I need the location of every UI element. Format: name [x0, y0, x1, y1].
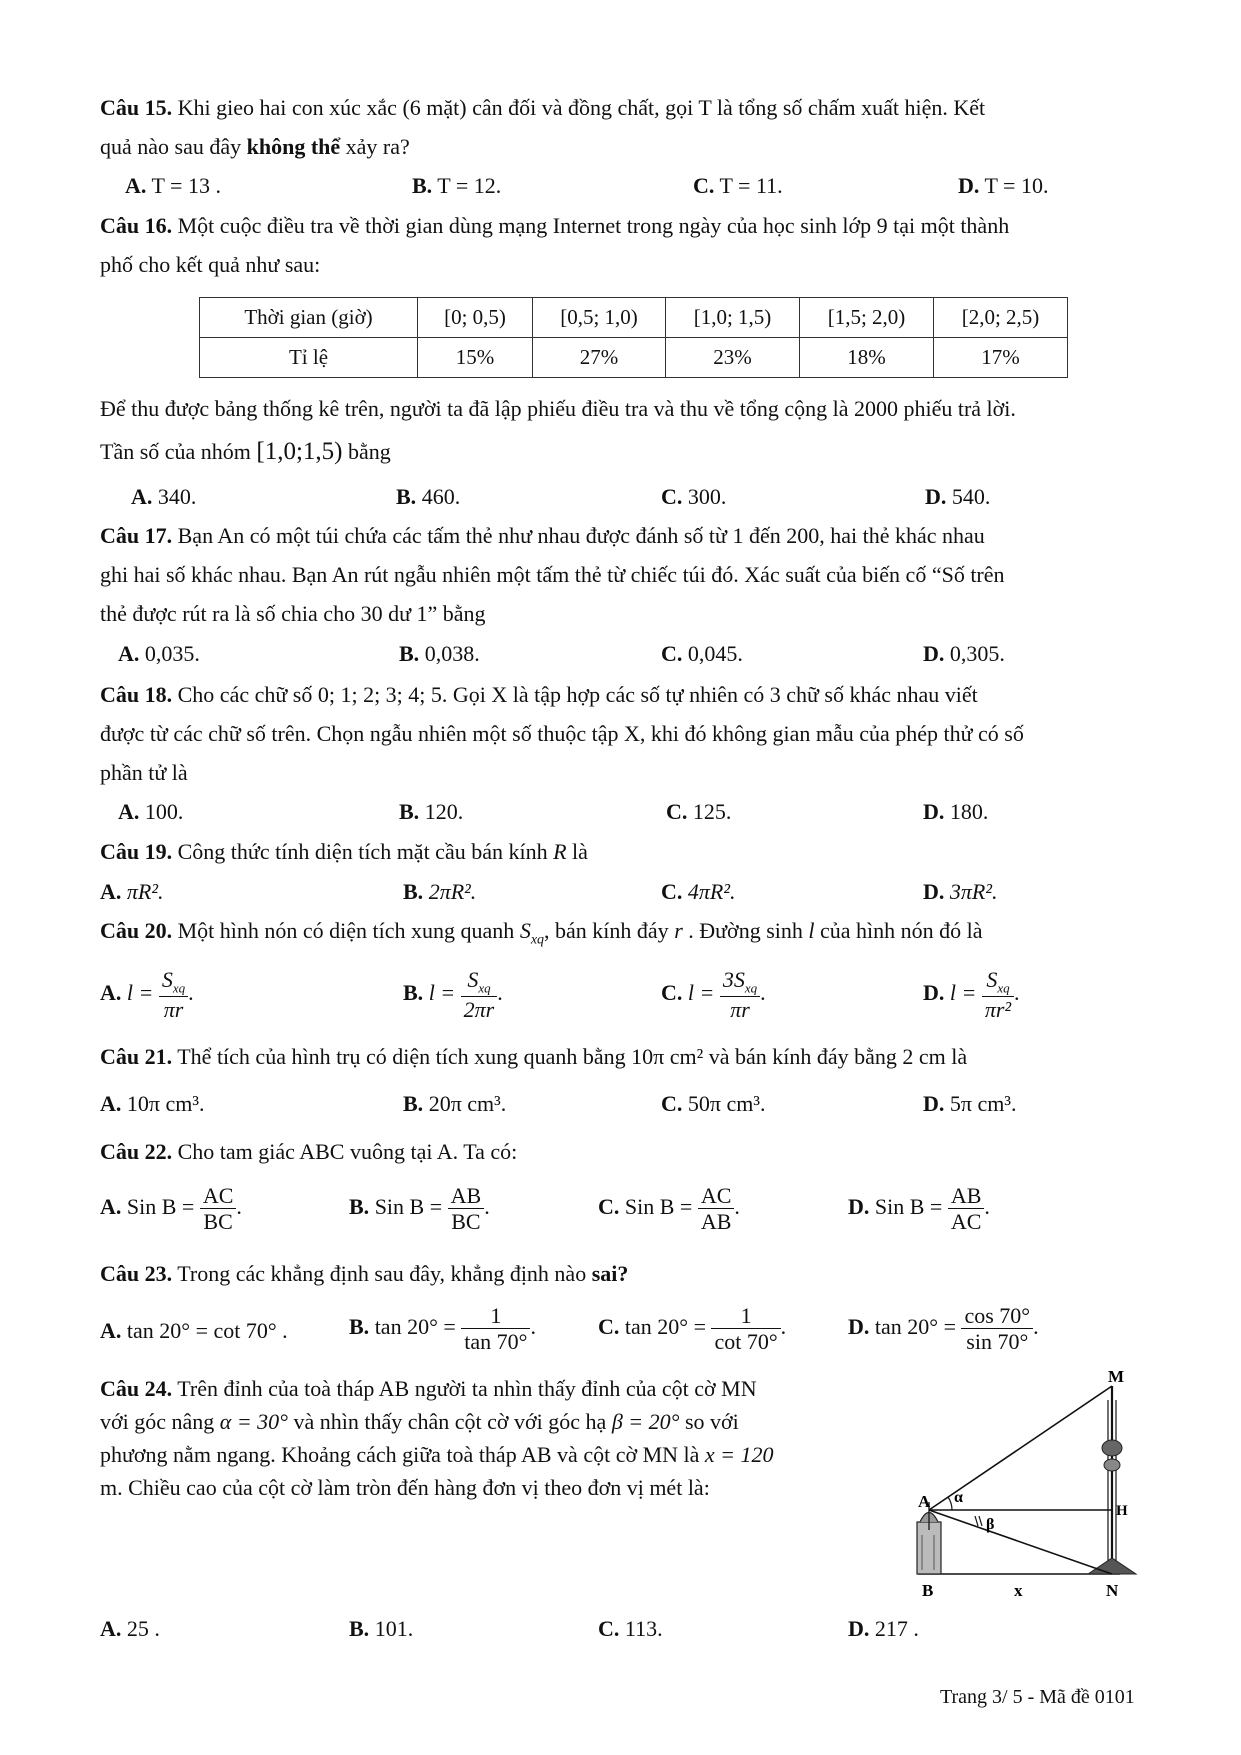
table-cell: 15%	[418, 338, 533, 378]
q23-option-c: C. tan 20° = $\frac{1}{\cot 70^\circ}$ .	[598, 1303, 787, 1355]
sight-line-an	[929, 1510, 1112, 1574]
q16-option-c: C. 300.	[661, 484, 727, 509]
label-beta: β	[986, 1516, 995, 1533]
q15-line2: quả nào sau đây không thể xảy ra?	[100, 134, 410, 159]
q24-line2: với góc nâng α = 30° và nhìn thấy chân cột cờ với góc hạ β = 20° so với	[100, 1409, 739, 1434]
q19-option-c: C. 4πR².	[661, 879, 736, 904]
q20-option-b: B. l = $\frac{S_{xq}}{2\pi r}$ .	[403, 967, 503, 1023]
q19-option-b: B. 2πR².	[403, 879, 477, 904]
q16-line3: Để thu được bảng thống kê trên, người ta đã lập phiếu điều tra và thu về tổng cộng là 2000 phiếu trả lời.	[100, 396, 1016, 421]
label-a: A	[918, 1492, 931, 1511]
q19-line1: Câu 19. Công thức tính diện tích mặt cầu bán kính R là	[100, 839, 588, 864]
label-n: N	[1106, 1581, 1119, 1600]
q17-option-d: D. 0,305.	[923, 641, 1005, 666]
q16-option-b: B. 460.	[396, 484, 461, 509]
q16-line2: phố cho kết quả như sau:	[100, 252, 321, 277]
beta-mark	[979, 1516, 982, 1526]
tower-flagpole-figure	[900, 1370, 1140, 1605]
table-header-cell: [1,5; 2,0)	[800, 298, 934, 338]
table-header-cell: [1,0; 1,5)	[666, 298, 800, 338]
flagpole-mn	[1088, 1386, 1136, 1574]
q23-line1: Câu 23. Trong các khẳng định sau đây, khẳng định nào sai?	[100, 1261, 629, 1286]
q18-line1: Câu 18. Cho các chữ số 0; 1; 2; 3; 4; 5. Gọi X là tập hợp các số tự nhiên có 3 chữ số khác nhau viết	[100, 682, 978, 707]
q16-option-a: A. 340.	[131, 484, 197, 509]
q15-option-d: D. T = 10.	[958, 173, 1049, 198]
q23-option-d: D. tan 20° = $\frac{\cos 70^\circ}{\sin 70^\circ}$ .	[848, 1303, 1039, 1355]
q24-option-c: C. 113.	[598, 1616, 663, 1641]
q15-option-c: C. T = 11.	[693, 173, 783, 198]
q21-option-b: B. 20π cm³.	[403, 1091, 507, 1116]
q18-line3: phần tử là	[100, 760, 188, 785]
table-header-cell: [0,5; 1,0)	[533, 298, 666, 338]
q16-option-d: D. 540.	[925, 484, 991, 509]
q20-line1: Câu 20. Một hình nón có diện tích xung quanh $S_{xq}$, bán kính đáy r . Đường sinh l của hình nón đó là	[100, 918, 983, 948]
table-cell: 23%	[666, 338, 800, 378]
q24-line4: m. Chiều cao của cột cờ làm tròn đến hàng đơn vị theo đơn vị mét là:	[100, 1475, 710, 1500]
table-row	[200, 338, 1068, 378]
q24-line1: Câu 24. Trên đỉnh của toà tháp AB người ta nhìn thấy đỉnh của cột cờ MN	[100, 1376, 757, 1401]
table-cell: 17%	[934, 338, 1068, 378]
q21-option-c: C. 50π cm³.	[661, 1091, 766, 1116]
q24-line3: phương nằm ngang. Khoảng cách giữa toà tháp AB và cột cờ MN là x = 120	[100, 1442, 774, 1467]
q19-option-d: D. 3πR².	[923, 879, 998, 904]
table-header-cell: [0; 0,5)	[418, 298, 533, 338]
q17-line3: thẻ được rút ra là số chia cho 30 dư 1” bằng	[100, 601, 486, 626]
q17-option-b: B. 0,038.	[399, 641, 480, 666]
table-cell: 18%	[800, 338, 934, 378]
q24-option-a: A. 25 .	[100, 1616, 160, 1641]
table-header-cell: [2,0; 2,5)	[934, 298, 1068, 338]
q18-option-d: D. 180.	[923, 799, 989, 824]
q21-line1: Câu 21. Thể tích của hình trụ có diện tích xung quanh bằng 10π cm² và bán kính đáy bằng 2 cm là	[100, 1044, 968, 1069]
table-cell: Tỉ lệ	[200, 338, 418, 378]
page-footer: Trang 3/ 5 - Mã đề 0101	[940, 1686, 1135, 1708]
q18-option-b: B. 120.	[399, 799, 464, 824]
q21-option-d: D. 5π cm³.	[923, 1091, 1017, 1116]
q18-option-a: A. 100.	[118, 799, 184, 824]
q22-option-c: C. Sin B = $\frac{AC}{AB}$ .	[598, 1183, 740, 1235]
q17-line2: ghi hai số khác nhau. Bạn An rút ngẫu nhiên một tấm thẻ từ chiếc túi đó. Xác suất của biến cố “Số trên	[100, 562, 1005, 587]
alpha-arc	[948, 1497, 952, 1510]
q16-line1: Câu 16. Một cuộc điều tra về thời gian dùng mạng Internet trong ngày của học sinh lớp 9 tại một thành	[100, 213, 1010, 238]
label-alpha: α	[954, 1489, 963, 1506]
q19-option-a: A. πR².	[100, 879, 164, 904]
stats-table	[199, 297, 1068, 378]
q16-line4: Tần số của nhóm [1,0;1,5) bằng	[100, 438, 391, 465]
beta-mark	[975, 1516, 978, 1526]
table-cell: 27%	[533, 338, 666, 378]
q17-option-a: A. 0,035.	[118, 641, 200, 666]
label-m: M	[1108, 1370, 1125, 1386]
q15-option-b: B. T = 12.	[412, 173, 502, 198]
q17-option-c: C. 0,045.	[661, 641, 743, 666]
q20-option-a: A. l = $\frac{S_{xq}}{\pi r}$ .	[100, 967, 194, 1023]
q20-option-c: C. l = $\frac{3S_{xq}}{\pi r}$ .	[661, 967, 766, 1023]
q20-option-d: D. l = $\frac{S_{xq}}{\text{πr²}}$ .	[923, 967, 1020, 1023]
label-b: B	[922, 1581, 934, 1600]
q22-line1: Câu 22. Cho tam giác ABC vuông tại A. Ta có:	[100, 1139, 518, 1164]
q18-line2: được từ các chữ số trên. Chọn ngẫu nhiên một số thuộc tập X, khi đó không gian mẫu của phép thử có số	[100, 721, 1024, 746]
q22-option-d: D. Sin B = $\frac{AB}{AC}$ .	[848, 1183, 990, 1235]
q23-option-b: B. tan 20° = $\frac{1}{\tan 70^\circ}$ .	[349, 1303, 536, 1355]
label-x: x	[1014, 1581, 1023, 1600]
q15-line1: Câu 15. Khi gieo hai con xúc xắc (6 mặt) cân đối và đồng chất, gọi T là tổng số chấm xuất hiện. Kết	[100, 95, 986, 120]
q18-option-c: C. 125.	[666, 799, 732, 824]
q21-option-a: A. 10π cm³.	[100, 1091, 205, 1116]
q22-option-b: B. Sin B = $\frac{AB}{BC}$ .	[349, 1183, 490, 1235]
label-h: H	[1116, 1503, 1128, 1519]
table-row	[200, 298, 1068, 338]
q23-option-a: A. tan 20° = cot 70° .	[100, 1318, 288, 1343]
table-header-cell: Thời gian (giờ)	[200, 298, 418, 338]
q24-option-b: B. 101.	[349, 1616, 414, 1641]
q24-option-d: D. 217 .	[848, 1616, 919, 1641]
q15-option-a: A. T = 13 .	[125, 173, 221, 198]
q22-option-a: A. Sin B = $\frac{AC}{BC}$ .	[100, 1183, 242, 1235]
q17-line1: Câu 17. Bạn An có một túi chứa các tấm thẻ như nhau được đánh số từ 1 đến 200, hai thẻ khác nhau	[100, 523, 985, 548]
